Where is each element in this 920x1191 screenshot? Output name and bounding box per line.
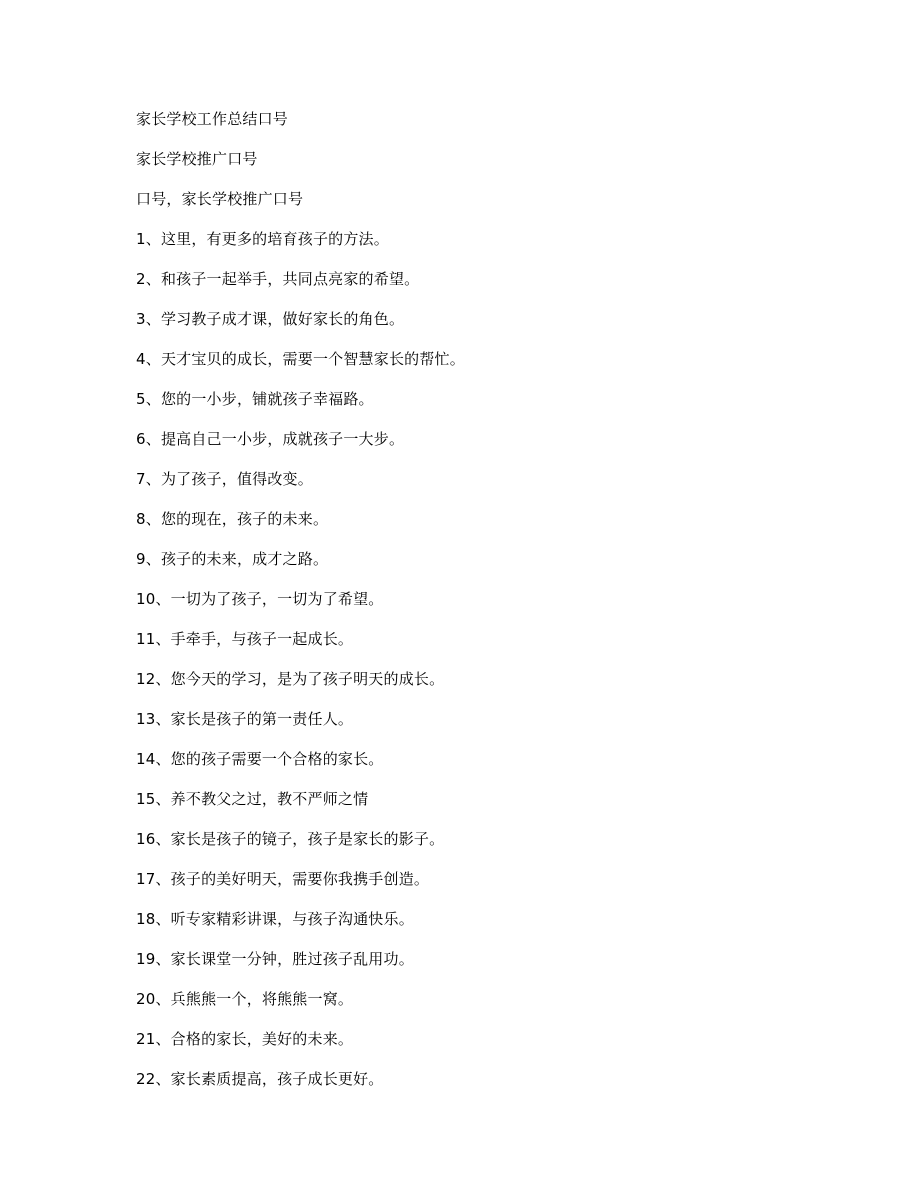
slogan-item: 20、兵熊熊一个，将熊熊一窝。 — [136, 990, 354, 1008]
slogan-item: 10、一切为了孩子，一切为了希望。 — [136, 590, 384, 608]
slogan-item: 18、听专家精彩讲课，与孩子沟通快乐。 — [136, 910, 414, 928]
slogan-item: 4、天才宝贝的成长，需要一个智慧家长的帮忙。 — [136, 350, 465, 368]
slogan-item: 14、您的孩子需要一个合格的家长。 — [136, 750, 384, 768]
slogan-item: 2、和孩子一起举手，共同点亮家的希望。 — [136, 270, 420, 288]
section-subheading: 口号，家长学校推广口号 — [136, 190, 304, 208]
document-title: 家长学校工作总结口号 — [136, 110, 289, 128]
slogan-item: 1、这里，有更多的培育孩子的方法。 — [136, 230, 389, 248]
slogan-item: 11、手牵手，与孩子一起成长。 — [136, 630, 354, 648]
slogan-item: 12、您今天的学习，是为了孩子明天的成长。 — [136, 670, 445, 688]
slogan-item: 22、家长素质提高，孩子成长更好。 — [136, 1070, 384, 1088]
slogan-item: 17、孩子的美好明天，需要你我携手创造。 — [136, 870, 430, 888]
slogan-item: 16、家长是孩子的镜子，孩子是家长的影子。 — [136, 830, 445, 848]
slogan-item: 15、养不教父之过，教不严师之情 — [136, 790, 369, 808]
document-body — [136, 108, 796, 1108]
slogan-item: 5、您的一小步，铺就孩子幸福路。 — [136, 390, 374, 408]
slogan-item: 3、学习教子成才课，做好家长的角色。 — [136, 310, 405, 328]
slogan-item: 21、合格的家长，美好的未来。 — [136, 1030, 354, 1048]
slogan-item: 6、提高自己一小步，成就孩子一大步。 — [136, 430, 405, 448]
slogan-item: 7、为了孩子，值得改变。 — [136, 470, 313, 488]
slogan-item: 13、家长是孩子的第一责任人。 — [136, 710, 354, 728]
slogan-item: 19、家长课堂一分钟，胜过孩子乱用功。 — [136, 950, 414, 968]
section-heading: 家长学校推广口号 — [136, 150, 258, 168]
slogan-item: 8、您的现在，孩子的未来。 — [136, 510, 329, 528]
slogan-item: 9、孩子的未来，成才之路。 — [136, 550, 329, 568]
